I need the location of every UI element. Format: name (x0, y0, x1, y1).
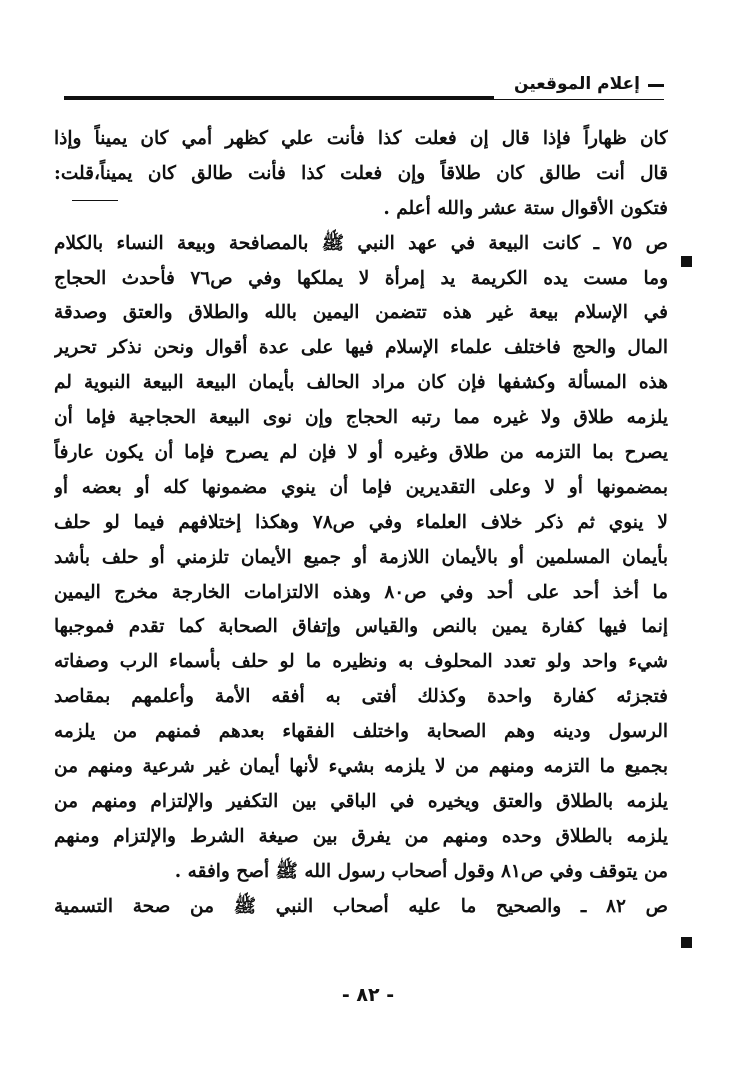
text-line: كان ظهاراً فإذا قال إن فعلت كذا فأنت علي كظهر أمي كان يميناً وإذا (54, 128, 668, 149)
header-rule-thin (64, 99, 664, 100)
body-text (54, 122, 668, 924)
text-line: بجميع ما التزمه ومنهم من لا يلزمه بشيء لأنها أيمان غير شرعية ومنهم من (54, 756, 668, 778)
text-line: من يتوقف وفي ص٨١ وقول أصحاب رسول الله ﷺ أصح وافقه . (174, 860, 668, 882)
page-number: - ٨٢ - (341, 984, 395, 1006)
running-header-title: إعلام الموقعين (514, 74, 640, 94)
text-line: بأيمان المسلمين أو بالأيمان اللازمة أو جميع الأيمان تلزمني أو حلف بأشد (54, 546, 668, 568)
text-line: الرسول ودينه وهم الصحابة واختلف الفقهاء بعدهم فمنهم من يلزمه (54, 721, 668, 743)
text-line: يلزمه طلاق ولا غيره مما رتبه الحجاج وإن نوى البيعة الحجاجية فإما أن (54, 407, 668, 429)
text-line: يلزمه بالطلاق وحده ومنهم من يفرق بين صيغة الشرط والإلتزام ومنهم (54, 825, 668, 847)
text-line: فتكون الأقوال ستة عشر والله أعلم . (383, 197, 668, 219)
text-line: ما أخذ أحد على أحد وفي ص٨٠ وهذه الالتزامات الخارجة مخرج اليمين (54, 581, 668, 603)
text-line: إنما فيها كفارة يمين بالنص والقياس وإتفاق الصحابة كما تقدم فموجبها (54, 616, 668, 638)
running-header (64, 72, 664, 102)
entry-marker-square (681, 256, 692, 267)
text-line: بمضمونها أو لا وعلى التقديرين فإما أن ينوي مضمونها كله أو بعضه أو (54, 476, 668, 498)
text-line: يصرح بما التزمه من طلاق وغيره أو لا فإن لم يصرح فإما أن يكون عارفاً (54, 442, 668, 464)
text-line: قال أنت طالق كان طلاقاً وإن فعلت كذا فأنت طالق كان يميناً،قلت: (54, 162, 668, 184)
text-line: فتجزئه كفارة واحدة وكذلك أفتى به أفقه الأمة وأعلمهم بمقاصد (54, 686, 668, 708)
text-line: شيء واحد ولو تعدد المحلوف به ونظيره ما لو حلف بأسماء الرب وصفاته (54, 651, 668, 673)
text-line: المال والحج فاختلف علماء الإسلام فيها على عدة أقوال ونحن نذكر تحرير (54, 337, 668, 359)
text-line: ص ٨٢ ـ والصحيح ما عليه أصحاب النبي ﷺ من صحة التسمية (54, 895, 668, 917)
text-line: هذه المسألة وكشفها فإن كان مراد الحالف بأيمان البيعة البيعة النبوية لم (54, 372, 668, 394)
entry-marker-square (681, 937, 692, 948)
text-line: يلزمه بالطلاق والعتق ويخيره في الباقي بين التكفير والإلتزام ومنهم من (54, 790, 668, 812)
text-line: لا ينوي ثم ذكر خلاف العلماء وفي ص٧٨ وهكذا إختلافهم فيما لو حلف (54, 511, 668, 533)
text-line: ص ٧٥ ـ كانت البيعة في عهد النبي ﷺ بالمصافحة وبيعة النساء بالكلام (54, 232, 668, 254)
header-dash (648, 84, 664, 87)
text-line: وما مست يده الكريمة يد إمرأة لا يملكها وفي ص٧٦ فأحدث الحجاج (54, 267, 668, 289)
text-line: في الإسلام بيعة غير هذه تتضمن اليمين بالله والطلاق والعتق وصدقة (54, 302, 668, 324)
